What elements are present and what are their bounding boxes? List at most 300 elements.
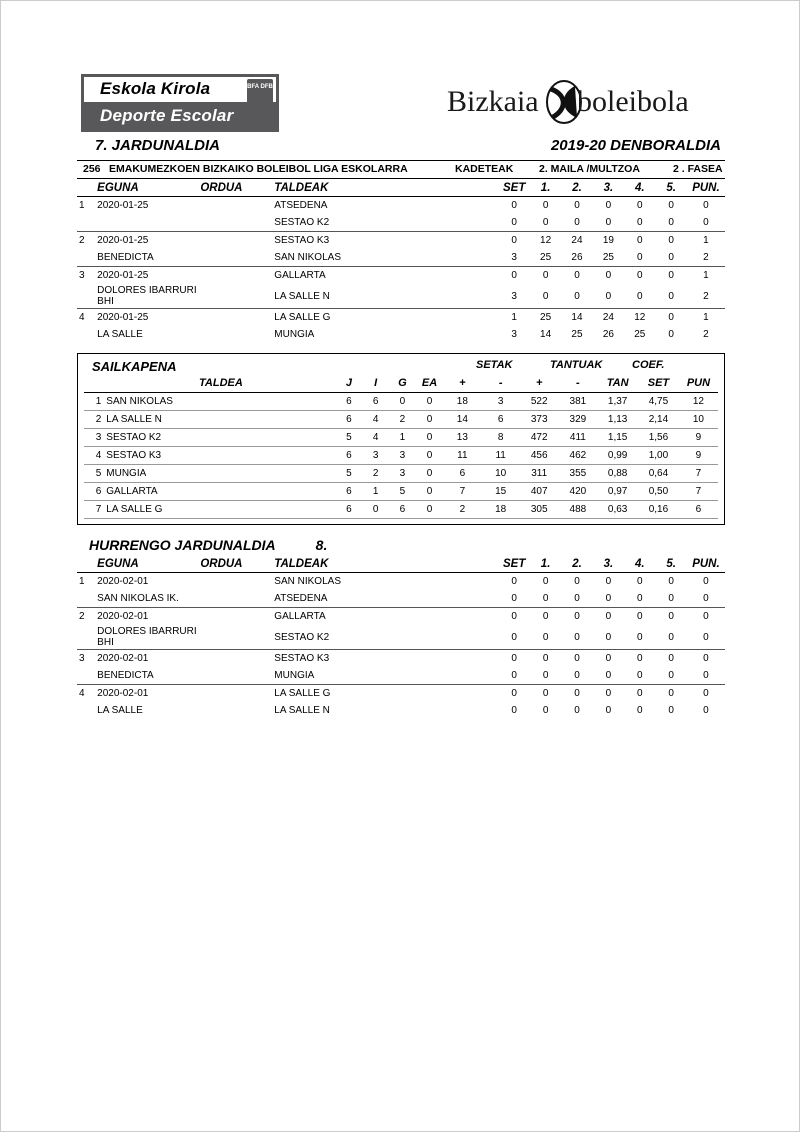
col-pts-plus: + xyxy=(520,374,559,393)
score-1: 0 xyxy=(530,625,561,650)
standing-tan: 0,97 xyxy=(597,483,638,501)
score-4: 0 xyxy=(624,214,655,232)
score-3: 0 xyxy=(605,611,612,622)
table-row xyxy=(84,411,718,429)
competition-name: EMAKUMEZKOEN BIZKAIKO BOLEIBOL LIGA ESKOLARRA xyxy=(109,163,408,175)
table-row xyxy=(84,465,718,483)
standing-set-plus: 18 xyxy=(443,393,481,411)
match-date: 2020-01-25 xyxy=(97,312,149,323)
standing-set-plus: 6 xyxy=(443,465,481,483)
col-index xyxy=(77,179,97,197)
match-date: 2020-01-25 xyxy=(97,235,149,246)
score-5: 0 xyxy=(668,270,674,281)
standing-i: 1 xyxy=(362,483,389,501)
match-venue: BENEDICTA xyxy=(97,249,200,267)
standing-set: 1,56 xyxy=(638,429,679,447)
standing-set-plus: 7 xyxy=(443,483,481,501)
match-hour xyxy=(200,309,274,327)
standing-position: 5 xyxy=(84,465,106,483)
standing-g: 1 xyxy=(389,429,416,447)
score-5: 0 xyxy=(655,667,686,685)
standing-i: 4 xyxy=(362,411,389,429)
standing-ea: 0 xyxy=(416,501,443,519)
logo-bottom-bar xyxy=(84,104,276,129)
col-set-minus: - xyxy=(482,374,520,393)
score-1: 0 xyxy=(542,688,549,699)
title-row xyxy=(77,137,725,159)
score-3: 0 xyxy=(605,688,612,699)
col-set-plus: + xyxy=(443,374,481,393)
score-3: 0 xyxy=(605,705,612,716)
standing-g: 3 xyxy=(389,465,416,483)
standing-g: 0 xyxy=(389,393,416,411)
score-4: 0 xyxy=(624,625,655,650)
standing-pts-plus: 522 xyxy=(520,393,559,411)
score-4: 0 xyxy=(624,284,655,309)
standing-j: 6 xyxy=(336,447,363,465)
score-1: 0 xyxy=(542,653,549,664)
sheet xyxy=(77,71,725,719)
match-away-team: LA SALLE N xyxy=(274,705,330,716)
table-row xyxy=(77,625,725,650)
standing-pts-minus: 381 xyxy=(559,393,598,411)
score-1: 0 xyxy=(542,611,549,622)
table-row xyxy=(84,483,718,501)
match-home-team: GALLARTA xyxy=(274,270,326,281)
standing-i: 0 xyxy=(362,501,389,519)
score-5: 0 xyxy=(668,705,674,716)
standing-set-minus: 8 xyxy=(482,429,520,447)
next-matchday-label: HURRENGO JARDUNALDIA xyxy=(89,537,276,553)
standing-set: 0,64 xyxy=(638,465,679,483)
table-row xyxy=(77,214,725,232)
score-4: 0 xyxy=(636,611,643,622)
table-row xyxy=(77,685,725,703)
col-set4: 4. xyxy=(624,555,655,573)
score-set: 3 xyxy=(499,284,530,309)
logo-word-bizkaia: Bizkaia xyxy=(447,85,539,118)
col-taldeak: TALDEAK xyxy=(274,179,498,197)
table-row xyxy=(77,309,725,327)
standing-pun: 7 xyxy=(679,465,718,483)
standing-pun: 10 xyxy=(679,411,718,429)
logo-line1: Eskola Kirola xyxy=(100,79,211,98)
standing-ea: 0 xyxy=(416,393,443,411)
document-header xyxy=(77,71,725,135)
score-5: 0 xyxy=(668,329,674,340)
score-1: 12 xyxy=(540,235,552,246)
col-tan: TAN xyxy=(597,374,638,393)
competition-level: 2. MAILA /MULTZOA xyxy=(539,163,640,175)
standing-pts-minus: 420 xyxy=(559,483,598,501)
standing-ea: 0 xyxy=(416,447,443,465)
col-set2: 2. xyxy=(561,179,592,197)
score-4: 0 xyxy=(624,249,655,267)
score-2: 0 xyxy=(574,200,580,211)
score-set: 0 xyxy=(511,653,517,664)
col-eguna: EGUNA xyxy=(97,555,200,573)
match-away-team: SAN NIKOLAS xyxy=(274,249,498,267)
standing-j: 6 xyxy=(336,501,363,519)
match-index: 4 xyxy=(79,312,85,323)
score-2: 0 xyxy=(574,270,580,281)
score-3: 0 xyxy=(605,270,612,281)
score-3: 0 xyxy=(593,625,624,650)
col-set4: 4. xyxy=(624,179,655,197)
table-row xyxy=(77,608,725,626)
logo-line2: Deporte Escolar xyxy=(100,106,234,125)
standing-tan: 0,99 xyxy=(597,447,638,465)
score-set: 0 xyxy=(499,214,530,232)
standing-pts-plus: 456 xyxy=(520,447,559,465)
col-taldeak: TALDEAK xyxy=(274,555,498,573)
table-row xyxy=(77,702,725,719)
standing-position: 7 xyxy=(84,501,106,519)
standing-tan: 0,63 xyxy=(597,501,638,519)
col-set2: 2. xyxy=(561,555,592,573)
matchday-title: 7. JARDUNALDIA xyxy=(95,137,221,154)
match-venue: BENEDICTA xyxy=(97,667,200,685)
standings-box xyxy=(77,353,725,525)
standing-tan: 1,15 xyxy=(597,429,638,447)
standing-position: 2 xyxy=(84,411,106,429)
next-matches-header-row xyxy=(77,555,725,573)
score-5: 0 xyxy=(668,688,674,699)
score-5: 0 xyxy=(668,576,674,587)
match-hour xyxy=(200,232,274,250)
standing-team: GALLARTA xyxy=(106,483,335,501)
score-1: 0 xyxy=(530,214,561,232)
score-3: 26 xyxy=(602,329,614,340)
match-date: 2020-02-01 xyxy=(97,576,149,587)
standings-table xyxy=(84,374,718,519)
score-3: 0 xyxy=(593,284,624,309)
standing-pts-minus: 462 xyxy=(559,447,598,465)
score-4: 25 xyxy=(634,329,646,340)
score-5: 0 xyxy=(668,200,674,211)
score-2: 0 xyxy=(574,688,580,699)
match-home-team: LA SALLE G xyxy=(274,688,331,699)
standing-set-plus: 13 xyxy=(443,429,481,447)
score-2: 26 xyxy=(561,249,592,267)
standing-ea: 0 xyxy=(416,465,443,483)
standing-g: 2 xyxy=(389,411,416,429)
standing-tan: 0,88 xyxy=(597,465,638,483)
score-set: 0 xyxy=(511,200,517,211)
standing-team: LA SALLE G xyxy=(106,501,335,519)
standing-set-minus: 11 xyxy=(482,447,520,465)
table-row xyxy=(77,650,725,668)
score-5: 0 xyxy=(655,590,686,608)
match-home-team: SESTAO K3 xyxy=(274,653,330,664)
standing-team: SESTAO K2 xyxy=(106,429,335,447)
score-set: 0 xyxy=(511,705,517,716)
logo-word-boleibola: boleibola xyxy=(577,85,689,118)
standing-pun: 6 xyxy=(679,501,718,519)
score-4: 0 xyxy=(636,235,643,246)
standing-ea: 0 xyxy=(416,411,443,429)
match-home-team: SAN NIKOLAS xyxy=(274,576,341,587)
bizkaia-boleibola-logo xyxy=(447,77,707,129)
standing-pts-plus: 373 xyxy=(520,411,559,429)
standing-j: 5 xyxy=(336,465,363,483)
standing-g: 6 xyxy=(389,501,416,519)
score-pun: 0 xyxy=(687,625,725,650)
match-venue: LA SALLE xyxy=(97,329,143,340)
score-3: 0 xyxy=(605,576,612,587)
score-1: 0 xyxy=(530,284,561,309)
match-home-team: GALLARTA xyxy=(274,611,326,622)
match-index: 3 xyxy=(79,653,85,664)
score-3: 0 xyxy=(593,590,624,608)
score-pun: 2 xyxy=(687,249,725,267)
standing-position: 4 xyxy=(84,447,106,465)
score-pun: 0 xyxy=(703,576,709,587)
score-1: 25 xyxy=(540,312,552,323)
score-2: 0 xyxy=(561,667,592,685)
score-5: 0 xyxy=(668,653,674,664)
score-pun: 0 xyxy=(703,688,709,699)
match-date: 2020-02-01 xyxy=(97,611,149,622)
standing-team: SAN NIKOLAS xyxy=(106,393,335,411)
score-2: 0 xyxy=(574,705,580,716)
col-ordua: ORDUA xyxy=(200,555,274,573)
match-index: 2 xyxy=(79,611,85,622)
col-pun: PUN. xyxy=(687,179,725,197)
score-2: 0 xyxy=(561,625,592,650)
bfa-dfb-badge: BFA DFB xyxy=(247,79,273,105)
match-away-team: ATSEDENA xyxy=(274,590,498,608)
score-2: 0 xyxy=(561,214,592,232)
competition-band xyxy=(77,160,725,179)
match-index: 1 xyxy=(79,576,85,587)
table-row xyxy=(77,267,725,285)
score-4: 0 xyxy=(636,576,643,587)
standing-i: 2 xyxy=(362,465,389,483)
score-1: 0 xyxy=(530,590,561,608)
score-4: 0 xyxy=(636,653,643,664)
match-date: 2020-02-01 xyxy=(97,653,149,664)
standing-i: 4 xyxy=(362,429,389,447)
score-2: 0 xyxy=(574,576,580,587)
match-venue: LA SALLE xyxy=(97,705,143,716)
score-pun: 0 xyxy=(703,200,709,211)
standing-set-plus: 11 xyxy=(443,447,481,465)
score-set: 1 xyxy=(511,312,517,323)
standing-pun: 9 xyxy=(679,429,718,447)
match-index: 1 xyxy=(79,200,85,211)
match-venue: SAN NIKOLAS IK. xyxy=(97,590,200,608)
score-2: 24 xyxy=(571,235,583,246)
score-pun: 0 xyxy=(687,590,725,608)
standing-position: 1 xyxy=(84,393,106,411)
standing-set: 2,14 xyxy=(638,411,679,429)
standing-j: 6 xyxy=(336,393,363,411)
standing-set: 0,50 xyxy=(638,483,679,501)
score-pun: 1 xyxy=(703,235,709,246)
match-date: 2020-01-25 xyxy=(97,270,149,281)
score-set: 0 xyxy=(499,590,530,608)
col-set: SET xyxy=(499,555,530,573)
table-row xyxy=(77,573,725,591)
score-5: 0 xyxy=(668,235,674,246)
match-away-team: SESTAO K2 xyxy=(274,625,498,650)
standing-pts-plus: 407 xyxy=(520,483,559,501)
match-index: 4 xyxy=(79,688,85,699)
col-set3: 3. xyxy=(593,179,624,197)
match-index: 2 xyxy=(79,235,85,246)
score-1: 0 xyxy=(542,270,549,281)
col-set5: 5. xyxy=(655,179,686,197)
score-set: 3 xyxy=(511,329,517,340)
score-4: 0 xyxy=(636,270,643,281)
match-venue: DOLORES IBARRURI BHI xyxy=(97,284,200,309)
standing-team: MUNGIA xyxy=(106,465,335,483)
standing-set-minus: 10 xyxy=(482,465,520,483)
score-1: 25 xyxy=(530,249,561,267)
score-2: 0 xyxy=(561,284,592,309)
standing-ea: 0 xyxy=(416,483,443,501)
score-set: 0 xyxy=(511,235,517,246)
match-away-team: MUNGIA xyxy=(274,329,315,340)
standing-pts-minus: 411 xyxy=(559,429,598,447)
standings-group-tantuak: TANTUAK xyxy=(550,359,603,371)
col-ea: EA xyxy=(416,374,443,393)
match-home-team: LA SALLE G xyxy=(274,312,331,323)
standing-set: 1,00 xyxy=(638,447,679,465)
table-row xyxy=(84,393,718,411)
col-pun: PUN xyxy=(679,374,718,393)
score-pun: 0 xyxy=(703,611,709,622)
score-pun: 1 xyxy=(703,270,709,281)
match-away-team: SESTAO K2 xyxy=(274,214,498,232)
col-set1: 1. xyxy=(530,179,561,197)
score-5: 0 xyxy=(668,312,674,323)
score-3: 0 xyxy=(593,214,624,232)
standing-set-plus: 14 xyxy=(443,411,481,429)
col-pun: PUN. xyxy=(687,555,725,573)
standing-pts-plus: 305 xyxy=(520,501,559,519)
col-set: SET xyxy=(638,374,679,393)
standing-tan: 1,37 xyxy=(597,393,638,411)
standing-set: 4,75 xyxy=(638,393,679,411)
score-3: 0 xyxy=(605,653,612,664)
score-5: 0 xyxy=(655,249,686,267)
score-1: 0 xyxy=(542,705,549,716)
score-pun: 1 xyxy=(703,312,709,323)
col-i: I xyxy=(362,374,389,393)
score-set: 0 xyxy=(499,667,530,685)
standing-g: 3 xyxy=(389,447,416,465)
standing-j: 6 xyxy=(336,411,363,429)
standing-set: 0,16 xyxy=(638,501,679,519)
standing-pts-minus: 488 xyxy=(559,501,598,519)
score-set: 0 xyxy=(499,625,530,650)
matches-table xyxy=(77,179,725,343)
table-row xyxy=(77,667,725,685)
score-4: 0 xyxy=(636,200,643,211)
score-4: 0 xyxy=(636,688,643,699)
standing-pun: 7 xyxy=(679,483,718,501)
score-3: 0 xyxy=(605,200,612,211)
next-matches-table xyxy=(77,555,725,719)
score-2: 14 xyxy=(571,312,583,323)
score-3: 19 xyxy=(602,235,614,246)
score-set: 3 xyxy=(499,249,530,267)
standing-pts-plus: 311 xyxy=(520,465,559,483)
standing-position: 3 xyxy=(84,429,106,447)
season-title: 2019-20 DENBORALDIA xyxy=(550,137,721,154)
match-venue: DOLORES IBARRURI BHI xyxy=(97,625,200,650)
standing-set-minus: 6 xyxy=(482,411,520,429)
standing-pts-plus: 472 xyxy=(520,429,559,447)
score-pun: 0 xyxy=(703,705,709,716)
score-4: 0 xyxy=(624,667,655,685)
match-date: 2020-01-25 xyxy=(97,200,149,211)
standing-pts-minus: 329 xyxy=(559,411,598,429)
standings-group-coef: COEF. xyxy=(632,359,665,371)
standing-pts-minus: 355 xyxy=(559,465,598,483)
score-set: 0 xyxy=(511,270,517,281)
col-set3: 3. xyxy=(593,555,624,573)
score-pun: 0 xyxy=(703,653,709,664)
col-j: J xyxy=(336,374,363,393)
score-pun: 2 xyxy=(687,284,725,309)
score-3: 0 xyxy=(593,667,624,685)
table-row xyxy=(84,501,718,519)
score-1: 0 xyxy=(542,576,549,587)
col-eguna: EGUNA xyxy=(97,179,200,197)
standing-pun: 12 xyxy=(679,393,718,411)
match-venue xyxy=(97,214,200,232)
col-set1: 1. xyxy=(530,555,561,573)
table-row xyxy=(77,197,725,215)
standing-tan: 1,13 xyxy=(597,411,638,429)
next-matchday-title xyxy=(77,537,725,553)
match-date: 2020-02-01 xyxy=(97,688,149,699)
standing-set-minus: 3 xyxy=(482,393,520,411)
competition-phase: 2 . FASEA xyxy=(673,163,723,175)
table-row xyxy=(77,284,725,309)
standing-i: 3 xyxy=(362,447,389,465)
standing-set-minus: 15 xyxy=(482,483,520,501)
score-5: 0 xyxy=(655,284,686,309)
match-hour xyxy=(200,267,274,285)
score-5: 0 xyxy=(655,214,686,232)
score-set: 0 xyxy=(511,576,517,587)
eskola-kirola-logo xyxy=(81,74,279,132)
standing-g: 5 xyxy=(389,483,416,501)
score-4: 12 xyxy=(634,312,646,323)
col-g: G xyxy=(389,374,416,393)
standing-team: LA SALLE N xyxy=(106,411,335,429)
standing-team: SESTAO K3 xyxy=(106,447,335,465)
score-4: 0 xyxy=(636,705,643,716)
score-set: 0 xyxy=(511,611,517,622)
score-pun: 0 xyxy=(687,667,725,685)
match-index: 3 xyxy=(79,270,85,281)
match-away-team: LA SALLE N xyxy=(274,284,498,309)
col-taldea: TALDEA xyxy=(106,374,335,393)
match-hour xyxy=(200,197,274,215)
standings-title: SAILKAPENA xyxy=(92,359,177,374)
table-row xyxy=(77,249,725,267)
score-2: 0 xyxy=(561,590,592,608)
score-2: 25 xyxy=(571,329,583,340)
col-pts-minus: - xyxy=(559,374,598,393)
score-3: 25 xyxy=(593,249,624,267)
table-row xyxy=(84,429,718,447)
